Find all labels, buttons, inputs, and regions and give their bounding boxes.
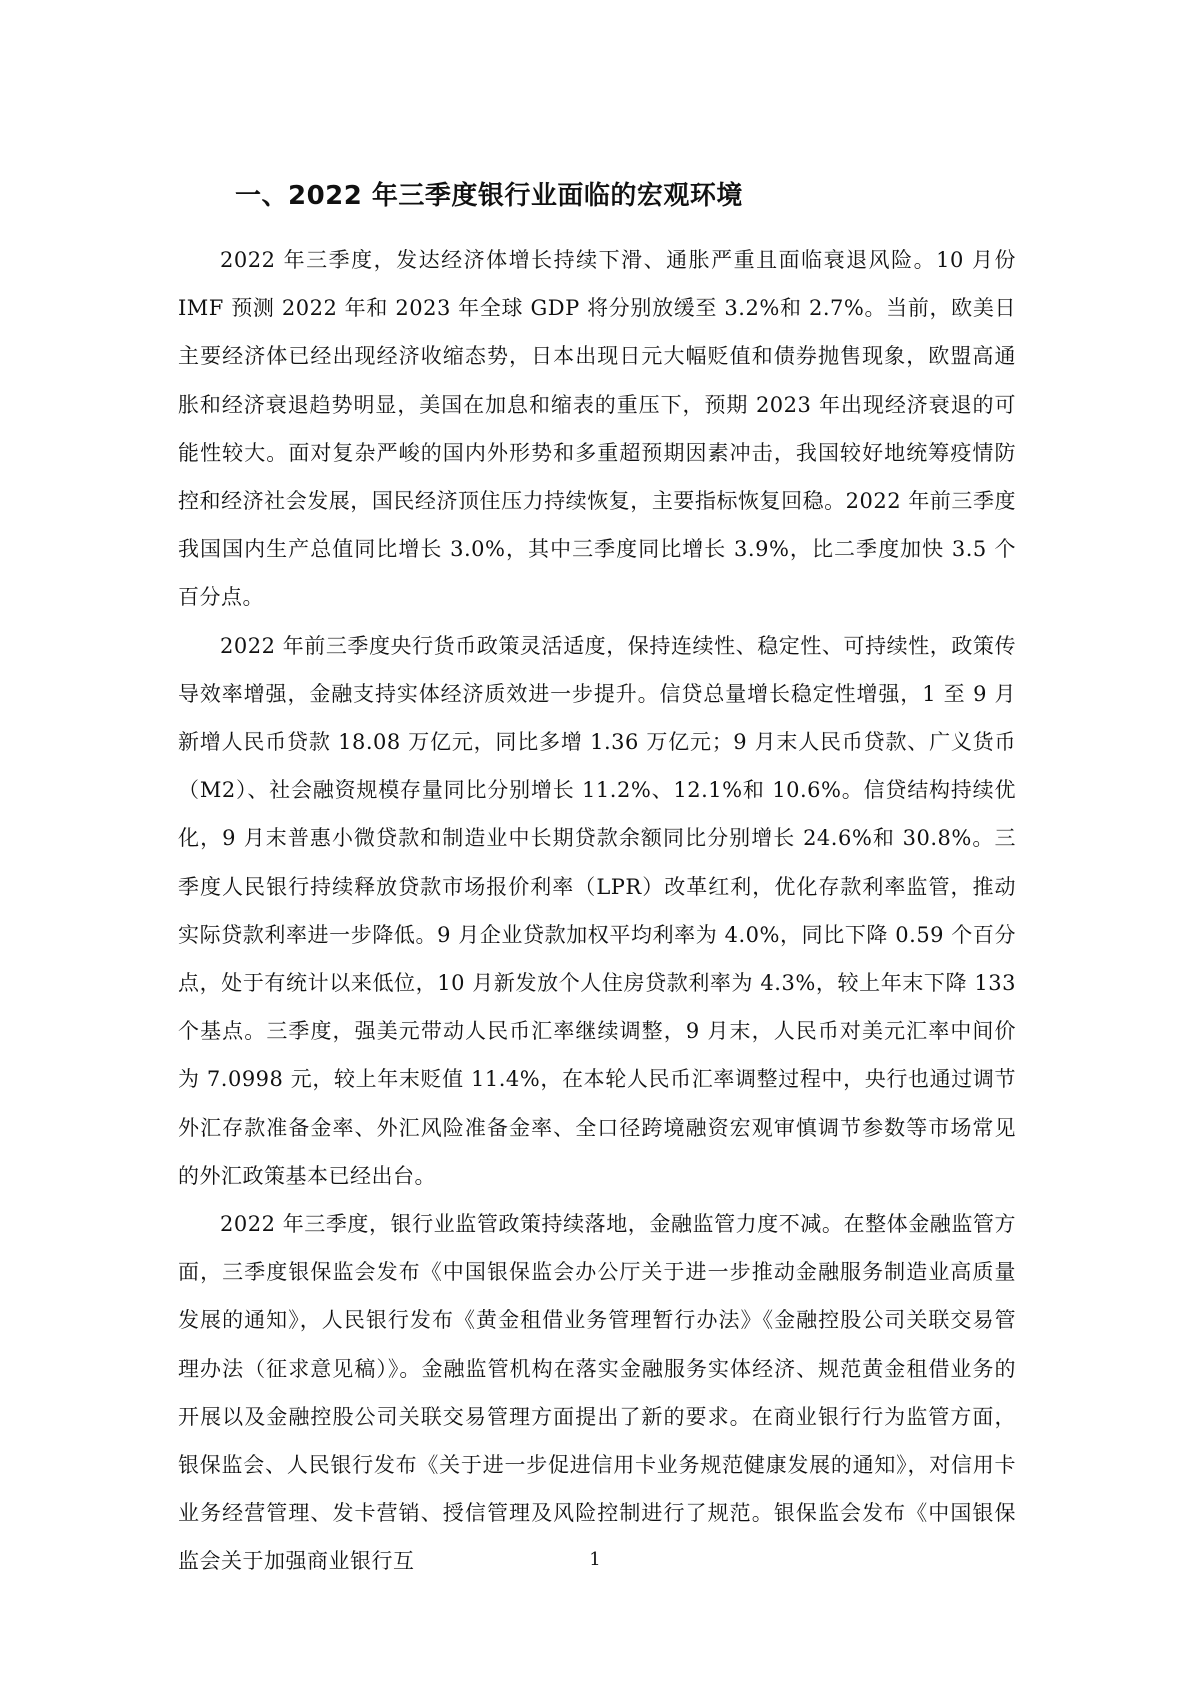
paragraph-macro-environment: 2022 年三季度，发达经济体增长持续下滑、通胀严重且面临衰退风险。10 月份 IMF 预测 2022 年和 2023 年全球 GDP 将分别放缓至 3.2%和 2.7%。当前，欧美日主要经济体已经出现经济收缩态势，日本出现日元大幅贬值和债券抛售现象，欧盟高通胀和经济衰退趋势明显，美国在加息和缩表的重压下，预期 2023 年出现经济衰退的可能性较大。面对复杂严峻的国内外形势和多重超预期因素冲击，我国较好地统筹疫情防控和经济社会发展，国民经济顶住压力持续恢复，主要指标恢复回稳。2022 年前三季度我国国内生产总值同比增长 3.0%，其中三季度同比增长 3.9%，比二季度加快 3.5 个百分点。 — [178, 248, 1016, 610]
section-heading: 一、2022 年三季度银行业面临的宏观环境 — [235, 181, 743, 211]
paragraph-monetary-policy: 2022 年前三季度央行货币政策灵活适度，保持连续性、稳定性、可持续性，政策传导效率增强，金融支持实体经济质效进一步提升。信贷总量增长稳定性增强，1 至 9 月新增人民币贷款 18.08 万亿元，同比多增 1.36 万亿元；9 月末人民币贷款、广义货币（M2）、社会融资规模存量同比分别增长 11.2%、12.1%和 10.6%。信贷结构持续优化，9 月末普惠小微贷款和制造业中长期贷款余额同比分别增长 24.6%和 30.8%。三季度人民银行持续释放贷款市场报价利率（LPR）改革红利，优化存款利率监管，推动实际贷款利率进一步降低。9 月企业贷款加权平均利率为 4.0%，同比下降 0.59 个百分点，处于有统计以来低位，10 月新发放个人住房贷款利率为 4.3%，较上年末下降 133 个基点。三季度，强美元带动人民币汇率继续调整，9 月末，人民币对美元汇率中间价为 7.0998 元，较上年末贬值 11.4%，在本轮人民币汇率调整过程中，央行也通过调节外汇存款准备金率、外汇风险准备金率、全口径跨境融资宏观审慎调节参数等市场常见的外汇政策基本已经出台。 — [178, 633, 1016, 1188]
page-number: 1 — [589, 1549, 601, 1570]
paragraph-regulatory-policy: 2022 年三季度，银行业监管政策持续落地，金融监管力度不减。在整体金融监管方面，三季度银保监会发布《中国银保监会办公厅关于进一步推动金融服务制造业高质量发展的通知》，人民银行发布《黄金租借业务管理暂行办法》《金融控股公司关联交易管理办法（征求意见稿）》。金融监管机构在落实金融服务实体经济、规范黄金租借业务的开展以及金融控股公司关联交易管理方面提出了新的要求。在商业银行行为监管方面，银保监会、人民银行发布《关于进一步促进信用卡业务规范健康发展的通知》，对信用卡业务经营管理、发卡营销、授信管理及风险控制进行了规范。银保监会发布《中国银保监会关于加强商业银行互 — [178, 1212, 1016, 1574]
body-text — [178, 236, 1016, 1586]
